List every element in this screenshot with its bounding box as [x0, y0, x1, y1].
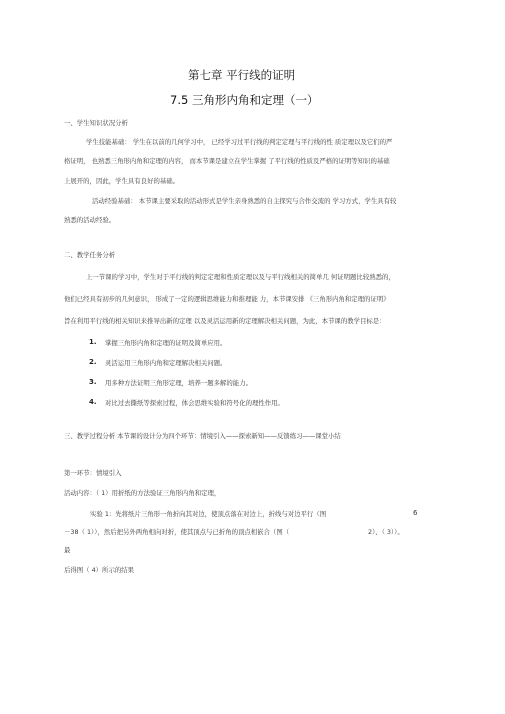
section-heading: 一、学生知识状况分析	[64, 119, 128, 127]
goal-text: 对比过去撕纸等探索过程，体会思维实验和符号化的理性作用。	[105, 399, 284, 407]
goal-number: 1.	[89, 338, 97, 346]
goal-text: 灵活运用三角形内角和定理解决相关问题。	[105, 359, 227, 367]
paragraph-line: 上一节课的学习中，学生对于平行线的判定定理和性质定理以及与平行线相关的简单几 何证明题比较熟悉的，	[86, 273, 395, 281]
paragraph-line: 旨在利用平行线的相关知识来推导出新的定理 以及灵活运用新的定理解决相关问题，为此，本节课的教学目标是：	[64, 317, 386, 325]
paragraph-line: 后得图（ 4）所示的结果	[64, 566, 135, 574]
figure-number: 6	[413, 509, 418, 517]
paragraph-line: 最	[64, 546, 71, 554]
goal-number: 4.	[89, 398, 97, 406]
paragraph-line: 2）、（ 3））。	[368, 528, 404, 536]
paragraph-line: 活动经验基础： 本节课主要采取的活动形式是学生亲身熟悉的自主探究与合作交流的 学习方式，学生具有较	[92, 197, 397, 205]
paragraph-line: 实验 1：先将纸片三角形一角折向其对边，使顶点落在对边上，折线与对边平行（图	[90, 510, 327, 518]
paragraph-line: 活动内容：（ 1）用折纸的方法验证三角形内角和定理，	[64, 489, 221, 497]
paragraph-line: 熟悉的活动经验。	[64, 216, 116, 224]
paragraph-line: －38（ 1）），然后把另外两角相向对折，使其顶点与已折角的顶点相嵌合（图（	[64, 528, 290, 536]
section-heading: 二、教学任务分析	[64, 251, 116, 259]
paragraph-line: 上展开的，因此，学生具有良好的基础。	[64, 177, 180, 185]
step-title: 第一环节：情境引入	[64, 469, 122, 477]
paragraph-line: 格证明， 也熟悉三角形内角和定理的内容， 而本节课是建立在学生掌握 了平行线的性质及严格的证明等知识的基础	[64, 157, 390, 165]
lesson-title: 7.5 三角形内角和定理（一）	[170, 93, 319, 107]
chapter-title: 第七章 平行线的证明	[188, 68, 296, 82]
goal-text: 用多种方法证明三角形定理，培养一题多解的能力。	[105, 379, 252, 387]
paragraph-line: 他们已经具有初步的几何意识， 形成了一定的逻辑思维能力和推理能 力，本节课安排 《三角形内角和定理的证明》	[64, 295, 390, 303]
goal-number: 3.	[89, 378, 97, 386]
goal-number: 2.	[89, 358, 97, 366]
goal-text: 掌握三角形内角和定理的证明及简单应用。	[105, 339, 227, 347]
paragraph-line: 学生技能基础： 学生在以前的几何学习中， 已经学习过平行线的判定定理与平行线的性 质定理以及它们的严	[86, 138, 393, 146]
section-heading: 三、教学过程分析 本节课的设计分为四个环节：情境引入——探索新知——反馈练习——课堂小结	[64, 432, 341, 440]
